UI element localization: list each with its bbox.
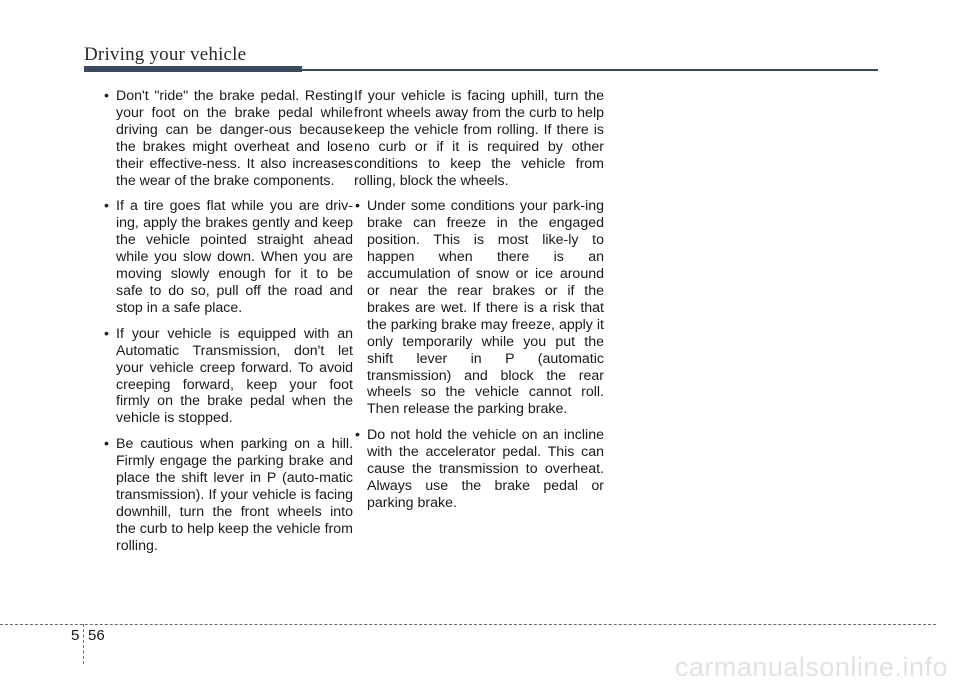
header-rule-thin [302,69,878,71]
bullet-dot: • [355,427,360,444]
right-column [354,88,604,521]
bullet-text: If your vehicle is equipped with an Automatic Transmission, don't let your vehicle creep forward. To avoid creeping forward, keep your foot firmly on the brake pedal when the vehicle is stopped. [116,325,353,427]
bullet-text: Be cautious when parking on a hill. Firmly engage the parking brake and place the shift lever in P (auto-matic transmission). If your vehicle is facing downhill, turn the front wheels into the curb to help keep the vehicle from rolling. [116,436,353,554]
bullet-text: Do not hold the vehicle on an incline with the accelerator pedal. This can cause the transmission to overheat. Always use the brake pedal or parking brake. [367,427,604,511]
chapter-number: 5 [71,627,80,644]
bullet-dot: • [104,325,109,342]
bullet-item [354,427,604,512]
bullet-dot: • [104,198,109,215]
section-title: Driving your vehicle [84,44,247,65]
footer-rule [0,624,936,625]
bullet-dot: • [355,198,360,215]
bullet-item [103,198,353,316]
bullet-dot: • [104,436,109,453]
left-column [103,88,353,564]
bullet-item [354,198,604,418]
continuation-paragraph: If your vehicle is facing uphill, turn the front wheels away from the curb to help keep the vehicle from rolling. If there is no curb or if it is required by other conditions to keep the vehicle from rolling, block the wheels. [354,88,604,189]
bullet-item [103,436,353,554]
bullet-item [103,88,353,189]
bullet-text: Under some conditions your park-ing brake can freeze in the engaged position. This is most like-ly to happen when there is an accumulation of snow or ice around or near the rear brakes or if the brakes are wet. If there is a risk that the parking brake may freeze, apply it only temporarily while you put the shift lever in P (automatic transmission) and block the rear wheels so the vehicle cannot roll. Then release the parking brake. [367,198,604,418]
bullet-dot: • [104,88,109,104]
bullet-text: Don't "ride" the brake pedal. Resting your foot on the brake pedal while driving can be danger-ous because the brakes might overheat and lose their effective-ness. It also increases the wear of the brake components. [116,88,353,189]
footer-divider [83,624,84,664]
header-rule-thick [84,66,302,72]
watermark: carmanualsonline.info [674,652,948,682]
page-number: 56 [88,627,105,644]
bullet-item [103,326,353,427]
bullet-text: If a tire goes flat while you are driv-ing, apply the brakes gently and keep the vehicle pointed straight ahead while you slow down. When you are moving slowly enough for it to be safe to do so, pull off the road and stop in a safe place. [116,198,353,316]
